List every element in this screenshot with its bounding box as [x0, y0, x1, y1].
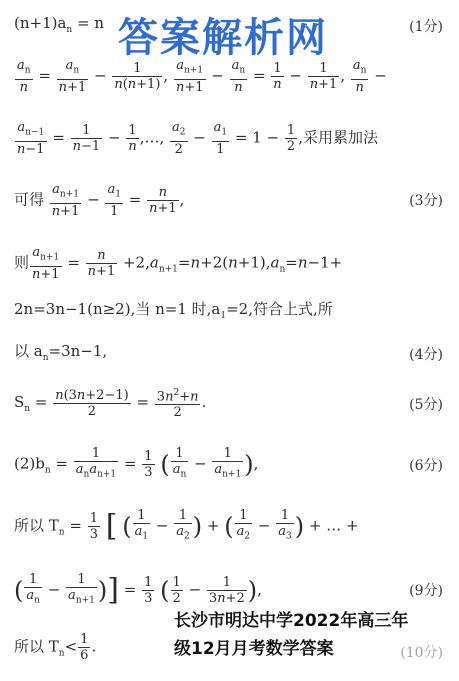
- solution-line-8: $S_n$ = $\frac{n(3n+2-1)}{2}$ = $\frac{3n^2+n}{2}$ .: [14, 387, 207, 421]
- equation-text: (n+1)a: [14, 14, 67, 32]
- watermark-logo: 答案解析网: [118, 15, 328, 61]
- equation-text: 可得: [14, 190, 45, 209]
- solution-line-12: 所以 $T_n<$ $\frac{1}{6}$ .: [14, 632, 97, 663]
- equation-text: 所以 T: [14, 637, 59, 656]
- caption-line-1: 长沙市明达中学2022年高三年: [174, 611, 409, 631]
- score-marker: (3分): [409, 193, 443, 209]
- method-text: ,采用累加法: [298, 128, 378, 147]
- solution-line-10: 所以 $T_n$ = $\frac{1}{3}$ [ ( $\frac{1}{a_1}$ − $\frac{1}{a_2}$ ) + ( $\frac{1}{a_2}$ − $\frac{1}{a_3}$ ) + … +: [14, 508, 359, 544]
- solution-line-4: 可得 $\frac{a_{n+1}}{n+1}$ − $\frac{a_1}{1}$ = $\frac{n}{n+1}$ ,: [14, 182, 185, 219]
- equation-text: =2,符合上式,所: [226, 300, 333, 318]
- equation-text: 所以 T: [14, 516, 59, 535]
- equation-text: 2n=3n−1(n≥2),当 n=1 时,a: [14, 300, 221, 318]
- solution-line-9: $(2)b_n$ = $\frac{1}{a_na_{n+1}}$ = $\frac{1}{3}$ ( $\frac{1}{a_n}$ − $\frac{1}{a_{n+1}}$ ),: [14, 446, 258, 483]
- equation-text: <: [64, 637, 78, 656]
- equation-text: S: [14, 393, 25, 412]
- solution-line-5: 则 $\frac{a_{n+1}}{n+1}$ = $\frac{n}{n+1}$ $+2,a_{n+1}=n+2(n+1),a_n=n-1+$: [14, 245, 343, 282]
- solution-line-1: $(n+1)a_n = n$: [14, 14, 104, 35]
- caption-line-2: 级12月月考数学答案: [174, 639, 334, 659]
- solution-line-2: $\frac{a_n}{n}$ = $\frac{a_n}{n+1}$ − $\frac{1}{n(n+1)}$ , $\frac{a_{n+1}}{n+1}$ − $\frac{a_n}{n}$ = $\frac{1}{n}$ − $\frac{1}{n+1}$ , $\frac{a_n}{n}$ −: [17, 58, 387, 95]
- score-marker: (5分): [409, 397, 443, 413]
- exam-caption: [174, 607, 454, 663]
- score-marker: (4分): [409, 347, 443, 363]
- solution-line-11: ( $\frac{1}{a_n}$ − $\frac{1}{a_{n+1}}$ )] = $\frac{1}{3}$ ( $\frac{1}{2}$ − $\frac{1}{3n+2}$ ),: [14, 572, 262, 608]
- equation-text: = n: [77, 14, 104, 32]
- equation-text: 以 a: [14, 342, 43, 360]
- solution-line-3: $\frac{a_{n-1}}{n-1}$ = $\frac{1}{n-1}$ − $\frac{1}{n}$ ,…, $\frac{a_2}{2}$ − $\frac{a_1}{1}$ = 1 − $\frac{1}{2}$ ,采用累加法: [17, 120, 378, 157]
- equation-text: = 1 −: [234, 128, 280, 147]
- equation-text: =3n−1,: [48, 342, 108, 360]
- equation-text: 则: [14, 253, 30, 272]
- equation-text: (2)b: [14, 454, 45, 473]
- solution-line-6: 2n=3n−1(n≥2),当 n=1 时$,a_1=2$,符合上式,所: [14, 300, 333, 321]
- score-marker: (6分): [409, 458, 443, 474]
- score-marker: (1分): [409, 19, 443, 35]
- solution-line-7: 以 $a_n=3n-1$,: [14, 342, 108, 363]
- score-marker: (9分): [409, 583, 443, 599]
- equation-text: ,…,: [139, 128, 165, 147]
